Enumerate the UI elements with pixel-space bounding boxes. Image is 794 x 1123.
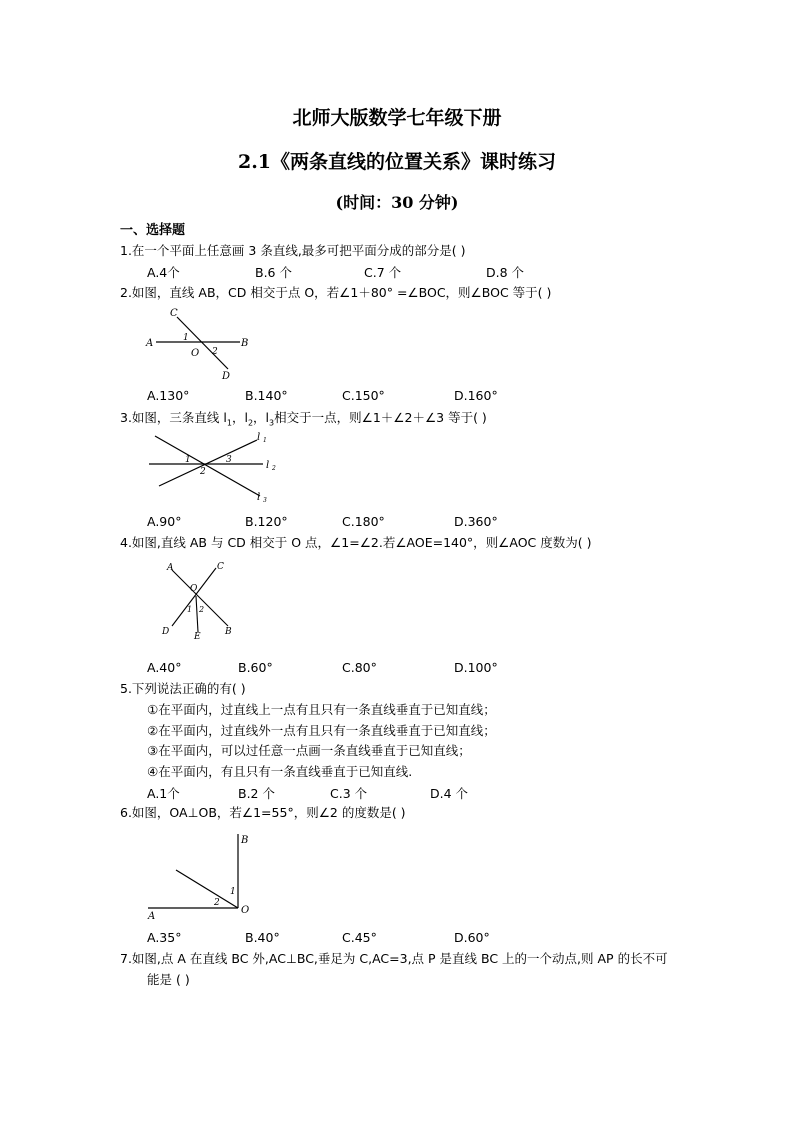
angle-1-label: 1: [185, 455, 191, 465]
q5-option-a: A.1个: [147, 786, 180, 801]
q3-sub-3: 3: [269, 418, 275, 428]
page-title: 北师大版数学七年级下册: [292, 107, 502, 129]
label-o: O: [190, 584, 198, 594]
q4-option-b: B.60°: [238, 660, 273, 675]
label-d: D: [162, 627, 170, 637]
question-5-stem: 5.下列说法正确的有( ): [120, 681, 246, 696]
q4-figure: [158, 558, 240, 642]
q2-option-d: D.160°: [454, 388, 498, 403]
label-b: B: [241, 835, 249, 846]
q5-option-d: D.4 个: [430, 786, 469, 801]
angle-1-label: 1: [230, 887, 236, 897]
question-4-stem: 4.如图,直线 AB 与 CD 相交于 O 点，∠1=∠2.若∠AOE=140°，则∠AOC 度数为( ): [120, 535, 592, 550]
q3-stem-post: 相交于一点，则∠1＋∠2＋∠3 等于( ): [274, 410, 487, 425]
q4-option-a: A.40°: [147, 660, 182, 675]
angle-1-label: 1: [187, 605, 193, 614]
q4-option-c: C.80°: [342, 660, 377, 675]
question-2-stem: 2.如图，直线 AB，CD 相交于点 O，若∠1＋80° =∠BOC，则∠BOC 等于( ): [120, 285, 552, 300]
label-l3-sub: 3: [263, 497, 267, 504]
q5-statement: ④在平面内，有且只有一条直线垂直于已知直线.: [147, 764, 413, 779]
angle-1-label: 1: [183, 333, 189, 343]
q1-option-c: C.7 个: [364, 265, 402, 280]
q1-option-a: A.4个: [147, 265, 180, 280]
angle-2-label: 2: [199, 605, 205, 614]
q3-sub-1: 1: [226, 418, 232, 428]
line-ab: [172, 570, 228, 626]
q3-option-a: A.90°: [147, 514, 182, 529]
label-l1-sub: 1: [263, 437, 267, 444]
q3-option-b: B.120°: [245, 514, 288, 529]
q3-option-c: C.180°: [342, 514, 385, 529]
q2-figure: [140, 303, 260, 381]
q3-sub-2: 2: [247, 418, 254, 428]
label-a: A: [146, 338, 154, 349]
label-b: B: [241, 338, 249, 349]
angle-2-label: 2: [214, 898, 220, 908]
q2-option-c: C.150°: [342, 388, 385, 403]
q1-option-b: B.6 个: [255, 265, 292, 280]
label-o: O: [241, 905, 250, 916]
q5-statement: ③在平面内，可以过任意一点画一条直线垂直于已知直线；: [147, 743, 471, 758]
q3-option-d: D.360°: [454, 514, 498, 529]
label-l1: l: [257, 432, 261, 443]
q1-option-d: D.8 个: [486, 265, 525, 280]
line-l3: [155, 436, 260, 496]
label-a: A: [148, 911, 156, 920]
question-6-stem: 6.如图，OA⊥OB，若∠1=55°，则∠2 的度数是( ): [120, 805, 406, 820]
q3-sep-1: ，l: [231, 410, 248, 425]
label-l3: l: [257, 492, 261, 503]
q2-option-a: A.130°: [147, 388, 190, 403]
label-c: C: [170, 308, 178, 319]
label-a: A: [167, 563, 174, 573]
q6-figure: [140, 830, 260, 920]
label-c: C: [217, 562, 224, 572]
label-l2-sub: 2: [272, 465, 276, 472]
question-1-stem: 1.在一个平面上任意画 3 条直线,最多可把平面分成的部分是( ): [120, 243, 466, 258]
q6-option-a: A.35°: [147, 930, 182, 945]
label-l2: l: [266, 460, 270, 471]
q3-figure: [145, 428, 280, 508]
angle-2-label: 2: [212, 347, 218, 357]
line-cd: [177, 317, 228, 369]
q5-statement: ②在平面内，过直线外一点有且只有一条直线垂直于已知直线；: [147, 723, 496, 738]
ray-oe: [196, 596, 198, 632]
angle-3-label: 3: [226, 455, 232, 465]
q5-statement: ①在平面内，过直线上一点有且只有一条直线垂直于已知直线；: [147, 702, 496, 717]
label-e: E: [194, 632, 201, 642]
question-7-stem-continued: 能是 ( ): [147, 972, 190, 987]
label-o: O: [191, 348, 200, 359]
q5-option-b: B.2 个: [238, 786, 275, 801]
ray-oc: [176, 870, 238, 908]
label-b: B: [225, 627, 232, 637]
q3-sep-2: ，l: [253, 410, 270, 425]
q6-option-d: D.60°: [454, 930, 490, 945]
time-note: (时间：30 分钟): [335, 193, 459, 212]
q6-option-c: C.45°: [342, 930, 377, 945]
q2-option-b: B.140°: [245, 388, 288, 403]
q5-option-c: C.3 个: [330, 786, 368, 801]
section-heading: 一、选择题: [120, 223, 186, 238]
q3-stem-pre: 3.如图，三条直线 l: [120, 410, 227, 425]
page-subtitle: 2.1《两条直线的位置关系》课时练习: [237, 151, 557, 173]
q6-option-b: B.40°: [245, 930, 280, 945]
angle-2-label: 2: [200, 467, 206, 477]
label-d: D: [222, 371, 231, 381]
q4-option-d: D.100°: [454, 660, 498, 675]
question-7-stem: 7.如图,点 A 在直线 BC 外,AC⊥BC,垂足为 C,AC=3,点 P 是直线 BC 上的一个动点,则 AP 的长不可: [120, 951, 668, 966]
